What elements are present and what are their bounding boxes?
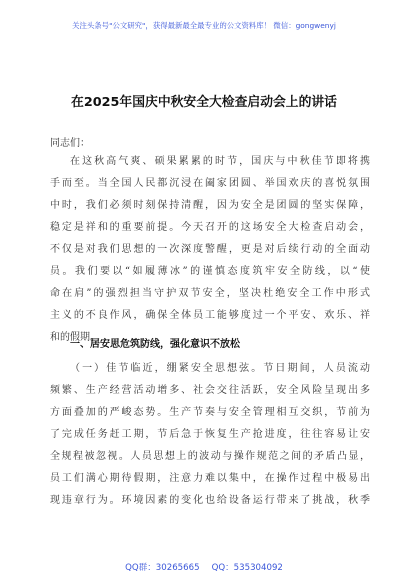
paragraph-line: 现违章行为。环境因素的变化也给设备运行带来了挑战，秋季 (50, 495, 370, 506)
paragraph-line: 员。我们要以“如履薄冰”的谨慎态度筑牢安全防线，以“使 (50, 266, 370, 277)
paragraph-line: 频繁、生产经营活动增多、社会交往活跃，安全风险呈现出多 (50, 385, 370, 396)
paragraph-line: 手而至。当全国人民都沉浸在阖家团圆、举国欢庆的喜悦氛围 (50, 178, 370, 189)
footer-contact (0, 561, 408, 573)
paragraph-line: 和的假期。 (50, 332, 100, 343)
paragraph-line: （一）佳节临近，绷紧安全思想弦。节日期间，人员流动 (70, 363, 370, 374)
paragraph-line: 不仅是对我们思想的一次深度警醒，更是对后续行动的全面动 (50, 244, 370, 255)
footer-qq-number: QQ：535304092 (211, 563, 283, 573)
paragraph-line: 了完成任务赶工期，节后急于恢复生产抢进度，往往容易让安 (50, 429, 370, 440)
paragraph-line: 员工们满心期待假期，注意力难以集中，在操作过程中极易出 (50, 473, 370, 484)
header-promo-note: 关注头条号"公文研究"，获得最新最全最专业的公文资料库！ 微信：gongwenyj (72, 21, 336, 30)
paragraph-line: 稳定是祥和的重要前提。今天召开的这场安全大检查启动会， (50, 222, 370, 233)
paragraph-line: 全规程被忽视。人员思想上的波动与操作规范之间的矛盾凸显， (50, 451, 370, 462)
paragraph-line: 主义的不良作风，确保全体员工能够度过一个平安、欢乐、祥 (50, 310, 370, 321)
salutation: 同志们： (50, 138, 90, 149)
paragraph-intro (50, 151, 370, 349)
paragraph-section1 (50, 358, 370, 512)
document-title: 在2025年国庆中秋安全大检查启动会上的讲话 (71, 95, 337, 110)
paragraph-line: 命在肩”的强烈担当守护双节安全，坚决杜绝安全工作中形式 (50, 288, 370, 299)
paragraph-line: 在这秋高气爽、硕果累累的时节，国庆与中秋佳节即将携 (70, 156, 370, 167)
paragraph-line: 方面叠加的严峻态势。生产节奏与安全管理相互交织，节前为 (50, 407, 370, 418)
paragraph-line: 中时，我们必须时刻保持清醒，因为安全是团圆的坚实保障， (50, 200, 370, 211)
footer-qq-group: QQ群：30265665 (125, 563, 200, 573)
section-heading: 一、居安思危筑防线，强化意识不放松 (70, 339, 240, 350)
